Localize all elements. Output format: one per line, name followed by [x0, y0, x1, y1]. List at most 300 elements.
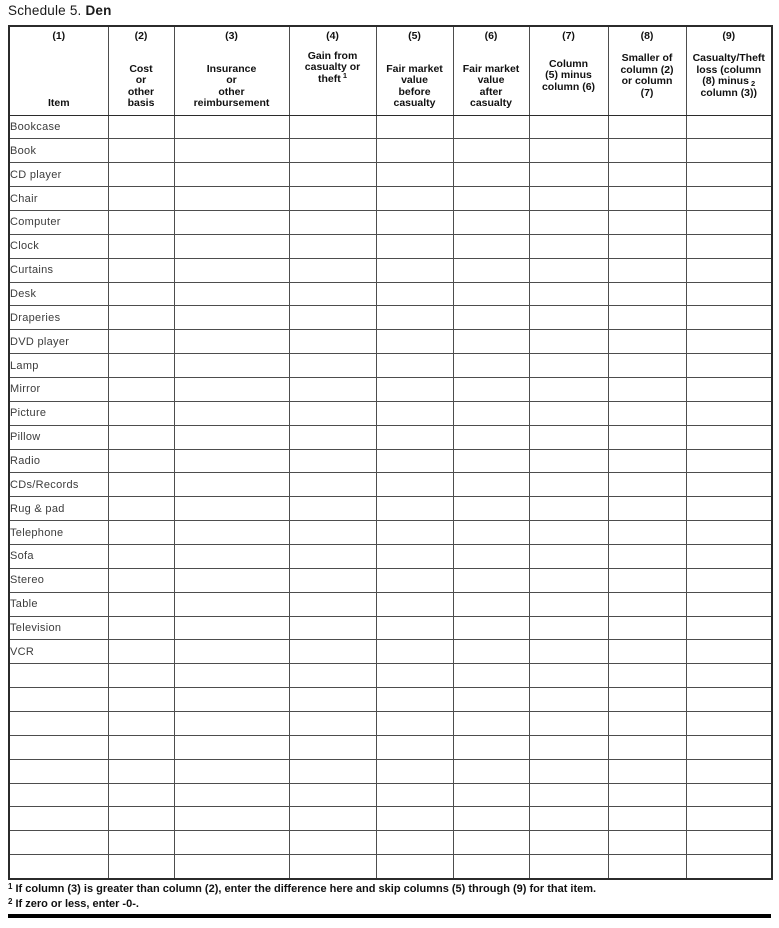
- footnote-text: If column (3) is greater than column (2), enter the difference here and skip columns (5) through (9) for that item.: [15, 883, 597, 895]
- entry-cell: [376, 497, 453, 521]
- item-name-cell: Pillow: [9, 425, 108, 449]
- entry-cell: [608, 115, 686, 139]
- entry-cell: [529, 210, 608, 234]
- entry-cell: [608, 258, 686, 282]
- column-header-7: [529, 26, 608, 115]
- column-header-3: [174, 26, 289, 115]
- column-label: Smaller of column (2) or column (7): [620, 52, 674, 99]
- entry-cell: [686, 831, 772, 855]
- bottom-rule: [8, 914, 771, 918]
- entry-cell: [376, 425, 453, 449]
- entry-cell: [289, 544, 376, 568]
- item-name-cell: [9, 711, 108, 735]
- column-label: Insurance or other reimbursement: [193, 62, 270, 109]
- entry-cell: [376, 163, 453, 187]
- entry-cell: [174, 616, 289, 640]
- entry-cell: [376, 664, 453, 688]
- entry-cell: [174, 664, 289, 688]
- entry-cell: [376, 473, 453, 497]
- entry-cell: [289, 783, 376, 807]
- entry-cell: [686, 163, 772, 187]
- entry-cell: [289, 831, 376, 855]
- entry-cell: [529, 807, 608, 831]
- entry-cell: [453, 759, 529, 783]
- entry-cell: [686, 401, 772, 425]
- entry-cell: [289, 377, 376, 401]
- entry-cell: [608, 783, 686, 807]
- item-name-cell: Television: [9, 616, 108, 640]
- entry-cell: [376, 544, 453, 568]
- entry-cell: [608, 163, 686, 187]
- entry-cell: [376, 807, 453, 831]
- entry-cell: [174, 735, 289, 759]
- entry-cell: [529, 139, 608, 163]
- item-name-cell: [9, 807, 108, 831]
- entry-cell: [608, 449, 686, 473]
- entry-cell: [529, 616, 608, 640]
- entry-cell: [174, 711, 289, 735]
- entry-cell: [608, 521, 686, 545]
- item-name-cell: Radio: [9, 449, 108, 473]
- blank-row: [9, 664, 772, 688]
- item-name-cell: [9, 831, 108, 855]
- entry-cell: [108, 377, 174, 401]
- item-name-cell: Mirror: [9, 377, 108, 401]
- item-name-cell: Clock: [9, 234, 108, 258]
- entry-cell: [108, 544, 174, 568]
- column-header-4: [289, 26, 376, 115]
- entry-cell: [608, 664, 686, 688]
- blank-row: [9, 855, 772, 879]
- entry-cell: [453, 449, 529, 473]
- entry-cell: [608, 616, 686, 640]
- entry-cell: [529, 187, 608, 211]
- entry-cell: [453, 234, 529, 258]
- entry-cell: [289, 163, 376, 187]
- entry-cell: [608, 807, 686, 831]
- entry-cell: [174, 807, 289, 831]
- entry-cell: [529, 497, 608, 521]
- column-header-6: [453, 26, 529, 115]
- entry-cell: [108, 807, 174, 831]
- entry-cell: [608, 855, 686, 879]
- entry-cell: [608, 688, 686, 712]
- entry-cell: [686, 354, 772, 378]
- entry-cell: [289, 473, 376, 497]
- entry-cell: [108, 473, 174, 497]
- entry-cell: [108, 711, 174, 735]
- entry-cell: [608, 711, 686, 735]
- item-name-cell: Book: [9, 139, 108, 163]
- item-name-cell: Draperies: [9, 306, 108, 330]
- item-name-cell: Desk: [9, 282, 108, 306]
- entry-cell: [376, 282, 453, 306]
- entry-cell: [289, 497, 376, 521]
- entry-cell: [289, 330, 376, 354]
- entry-cell: [453, 306, 529, 330]
- entry-cell: [453, 735, 529, 759]
- footnote-text: If zero or less, enter -0-.: [15, 897, 139, 910]
- entry-cell: [529, 234, 608, 258]
- entry-cell: [529, 759, 608, 783]
- entry-cell: [686, 544, 772, 568]
- entry-cell: [453, 664, 529, 688]
- item-name-cell: Computer: [9, 210, 108, 234]
- entry-cell: [608, 354, 686, 378]
- entry-cell: [608, 330, 686, 354]
- entry-cell: [174, 377, 289, 401]
- entry-cell: [453, 115, 529, 139]
- entry-cell: [376, 234, 453, 258]
- entry-cell: [608, 377, 686, 401]
- entry-cell: [376, 330, 453, 354]
- entry-cell: [108, 831, 174, 855]
- entry-cell: [529, 354, 608, 378]
- entry-cell: [608, 831, 686, 855]
- entry-cell: [453, 497, 529, 521]
- entry-cell: [608, 592, 686, 616]
- entry-cell: [686, 330, 772, 354]
- entry-cell: [453, 425, 529, 449]
- column-label: Fair market value before casualty: [386, 62, 443, 109]
- column-number: (4): [326, 30, 339, 42]
- entry-cell: [608, 139, 686, 163]
- entry-cell: [174, 640, 289, 664]
- item-name-cell: CD player: [9, 163, 108, 187]
- item-name-cell: CDs/Records: [9, 473, 108, 497]
- entry-cell: [376, 735, 453, 759]
- entry-cell: [289, 807, 376, 831]
- entry-cell: [376, 711, 453, 735]
- entry-cell: [289, 688, 376, 712]
- entry-cell: [376, 640, 453, 664]
- entry-cell: [174, 234, 289, 258]
- column-number: (6): [484, 30, 498, 42]
- entry-cell: [686, 187, 772, 211]
- entry-cell: [289, 640, 376, 664]
- entry-cell: [376, 139, 453, 163]
- entry-cell: [529, 855, 608, 879]
- item-row: [9, 187, 772, 211]
- entry-cell: [686, 783, 772, 807]
- entry-cell: [289, 616, 376, 640]
- item-name-cell: Sofa: [9, 544, 108, 568]
- entry-cell: [174, 521, 289, 545]
- entry-cell: [686, 377, 772, 401]
- entry-cell: [108, 855, 174, 879]
- item-name-cell: Picture: [9, 401, 108, 425]
- entry-cell: [108, 425, 174, 449]
- item-name-cell: [9, 688, 108, 712]
- entry-cell: [608, 210, 686, 234]
- item-name-cell: Rug & pad: [9, 497, 108, 521]
- footnote-ref-2: 2: [748, 79, 756, 88]
- entry-cell: [108, 163, 174, 187]
- entry-cell: [686, 425, 772, 449]
- entry-cell: [376, 616, 453, 640]
- entry-cell: [453, 855, 529, 879]
- item-name-cell: Table: [9, 592, 108, 616]
- item-row: [9, 139, 772, 163]
- entry-cell: [174, 783, 289, 807]
- entry-cell: [529, 711, 608, 735]
- entry-cell: [108, 449, 174, 473]
- entry-cell: [174, 401, 289, 425]
- entry-cell: [529, 568, 608, 592]
- entry-cell: [376, 377, 453, 401]
- item-name-cell: Bookcase: [9, 115, 108, 139]
- item-name-cell: Stereo: [9, 568, 108, 592]
- entry-cell: [376, 688, 453, 712]
- item-name-cell: Lamp: [9, 354, 108, 378]
- entry-cell: [529, 735, 608, 759]
- entry-cell: [108, 306, 174, 330]
- entry-cell: [108, 735, 174, 759]
- entry-cell: [686, 282, 772, 306]
- entry-cell: [529, 425, 608, 449]
- item-row: [9, 592, 772, 616]
- entry-cell: [289, 759, 376, 783]
- entry-cell: [174, 544, 289, 568]
- entry-cell: [686, 735, 772, 759]
- column-label: Gain from casualty or theft $^1$: [304, 49, 361, 85]
- entry-cell: [686, 568, 772, 592]
- entry-cell: [174, 688, 289, 712]
- blank-row: [9, 783, 772, 807]
- entry-cell: [608, 187, 686, 211]
- entry-cell: [376, 592, 453, 616]
- column-header-9: [686, 26, 772, 115]
- entry-cell: [289, 425, 376, 449]
- entry-cell: [686, 807, 772, 831]
- entry-cell: [174, 449, 289, 473]
- entry-cell: [686, 759, 772, 783]
- entry-cell: [529, 473, 608, 497]
- entry-cell: [453, 807, 529, 831]
- entry-cell: [453, 568, 529, 592]
- entry-cell: [529, 783, 608, 807]
- entry-cell: [453, 783, 529, 807]
- header-row: [9, 26, 772, 115]
- entry-cell: [529, 330, 608, 354]
- entry-cell: [453, 163, 529, 187]
- column-label: Casualty/Theft loss (column (8) minus $_2$ column (3)): [692, 52, 765, 99]
- blank-row: [9, 831, 772, 855]
- column-number: (2): [134, 30, 148, 42]
- entry-cell: [108, 234, 174, 258]
- item-row: [9, 425, 772, 449]
- entry-cell: [376, 783, 453, 807]
- entry-cell: [453, 831, 529, 855]
- column-header-2: [108, 26, 174, 115]
- entry-cell: [608, 282, 686, 306]
- entry-cell: [174, 163, 289, 187]
- item-name-cell: [9, 783, 108, 807]
- entry-cell: [289, 139, 376, 163]
- entry-cell: [453, 473, 529, 497]
- footnote-marker: 1: [8, 882, 13, 891]
- blank-row: [9, 711, 772, 735]
- entry-cell: [289, 354, 376, 378]
- entry-cell: [289, 401, 376, 425]
- item-row: [9, 163, 772, 187]
- entry-cell: [686, 616, 772, 640]
- entry-cell: [529, 664, 608, 688]
- entry-cell: [453, 711, 529, 735]
- column-number: (8): [640, 30, 654, 42]
- item-row: [9, 401, 772, 425]
- entry-cell: [108, 401, 174, 425]
- entry-cell: [174, 425, 289, 449]
- item-row: [9, 210, 772, 234]
- column-number: (5): [408, 30, 421, 42]
- entry-cell: [453, 354, 529, 378]
- entry-cell: [608, 544, 686, 568]
- entry-cell: [289, 568, 376, 592]
- item-name-cell: DVD player: [9, 330, 108, 354]
- entry-cell: [108, 568, 174, 592]
- column-number: (3): [225, 30, 238, 42]
- item-name-cell: [9, 759, 108, 783]
- entry-cell: [376, 115, 453, 139]
- entry-cell: [529, 544, 608, 568]
- entry-cell: [453, 258, 529, 282]
- footnote-2: [8, 896, 771, 911]
- entry-cell: [608, 735, 686, 759]
- entry-cell: [289, 210, 376, 234]
- entry-cell: [608, 759, 686, 783]
- entry-cell: [174, 139, 289, 163]
- entry-cell: [289, 855, 376, 879]
- item-row: [9, 234, 772, 258]
- entry-cell: [376, 831, 453, 855]
- entry-cell: [608, 401, 686, 425]
- footnote-ref-1: 1: [340, 70, 347, 80]
- entry-cell: [289, 282, 376, 306]
- entry-cell: [686, 711, 772, 735]
- item-row: [9, 497, 772, 521]
- item-row: [9, 473, 772, 497]
- entry-cell: [174, 306, 289, 330]
- entry-cell: [453, 187, 529, 211]
- entry-cell: [529, 521, 608, 545]
- entry-cell: [289, 187, 376, 211]
- entry-cell: [289, 521, 376, 545]
- entry-cell: [174, 759, 289, 783]
- entry-cell: [174, 497, 289, 521]
- entry-cell: [108, 258, 174, 282]
- entry-cell: [686, 234, 772, 258]
- entry-cell: [108, 783, 174, 807]
- entry-cell: [174, 258, 289, 282]
- entry-cell: [174, 473, 289, 497]
- entry-cell: [108, 115, 174, 139]
- entry-cell: [529, 401, 608, 425]
- entry-cell: [453, 544, 529, 568]
- item-row: [9, 258, 772, 282]
- item-row: [9, 616, 772, 640]
- entry-cell: [289, 234, 376, 258]
- entry-cell: [289, 115, 376, 139]
- entry-cell: [529, 258, 608, 282]
- entry-cell: [529, 831, 608, 855]
- entry-cell: [608, 568, 686, 592]
- entry-cell: [453, 377, 529, 401]
- blank-row: [9, 688, 772, 712]
- entry-cell: [174, 354, 289, 378]
- entry-cell: [453, 688, 529, 712]
- item-name-cell: [9, 735, 108, 759]
- entry-cell: [686, 640, 772, 664]
- entry-cell: [108, 688, 174, 712]
- entry-cell: [529, 640, 608, 664]
- footnote-marker: 2: [8, 896, 13, 906]
- entry-cell: [376, 568, 453, 592]
- column-label: Column (5) minus column (6): [541, 57, 596, 93]
- entry-cell: [529, 115, 608, 139]
- entry-cell: [453, 139, 529, 163]
- entry-cell: [376, 759, 453, 783]
- entry-cell: [289, 711, 376, 735]
- casualty-loss-table: [8, 25, 773, 880]
- footnote-1: [8, 881, 771, 896]
- entry-cell: [108, 759, 174, 783]
- entry-cell: [686, 497, 772, 521]
- entry-cell: [376, 306, 453, 330]
- column-header-1: [9, 26, 108, 115]
- entry-cell: [686, 139, 772, 163]
- entry-cell: [174, 568, 289, 592]
- entry-cell: [376, 258, 453, 282]
- entry-cell: [529, 688, 608, 712]
- entry-cell: [289, 664, 376, 688]
- item-name-cell: VCR: [9, 640, 108, 664]
- blank-row: [9, 735, 772, 759]
- item-row: [9, 354, 772, 378]
- entry-cell: [453, 640, 529, 664]
- entry-cell: [529, 306, 608, 330]
- footnotes: [8, 881, 771, 910]
- entry-cell: [108, 521, 174, 545]
- item-row: [9, 544, 772, 568]
- entry-cell: [529, 282, 608, 306]
- entry-cell: [529, 377, 608, 401]
- entry-cell: [108, 330, 174, 354]
- item-name-cell: [9, 664, 108, 688]
- entry-cell: [453, 521, 529, 545]
- entry-cell: [376, 855, 453, 879]
- entry-cell: [174, 282, 289, 306]
- column-label: Item: [47, 97, 70, 109]
- item-row: [9, 568, 772, 592]
- entry-cell: [686, 115, 772, 139]
- entry-cell: [686, 521, 772, 545]
- item-name-cell: Curtains: [9, 258, 108, 282]
- entry-cell: [529, 163, 608, 187]
- entry-cell: [608, 306, 686, 330]
- column-label: Fair market value after casualty: [462, 62, 520, 109]
- entry-cell: [453, 282, 529, 306]
- column-number: (1): [52, 30, 66, 42]
- entry-cell: [108, 354, 174, 378]
- entry-cell: [174, 115, 289, 139]
- item-name-cell: Telephone: [9, 521, 108, 545]
- entry-cell: [376, 210, 453, 234]
- entry-cell: [686, 688, 772, 712]
- entry-cell: [686, 592, 772, 616]
- entry-cell: [108, 592, 174, 616]
- entry-cell: [174, 855, 289, 879]
